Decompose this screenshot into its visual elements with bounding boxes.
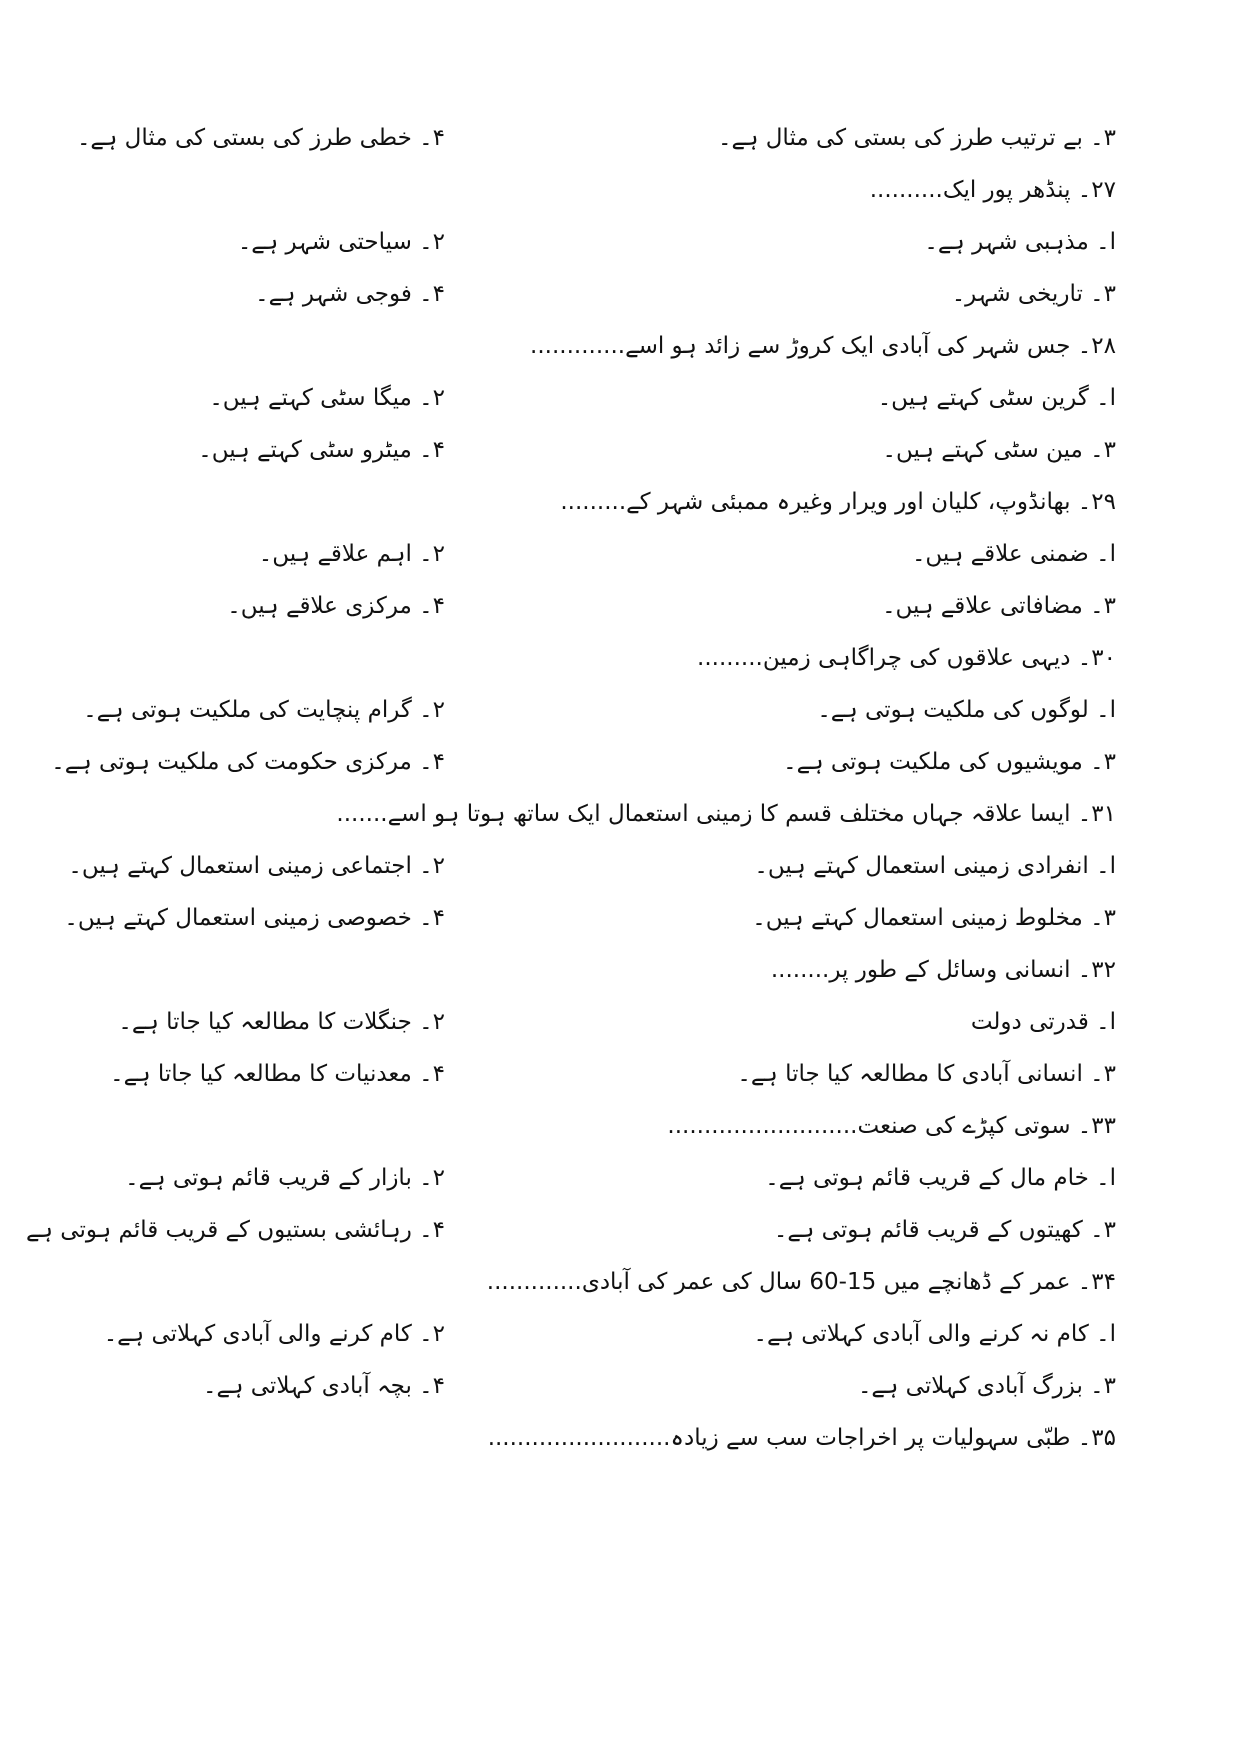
answer-blank: ............. xyxy=(486,1269,582,1295)
answer-blank: ......... xyxy=(560,489,627,515)
option-4: ۴۔ مرکزی علاقے ہیں۔ xyxy=(227,593,445,619)
option-4: ۴۔ رہائشی بستیوں کے قریب قائم ہوتی ہے xyxy=(26,1217,445,1243)
option-3: ۳۔ بے ترتیب طرز کی بستی کی مثال ہے۔ xyxy=(717,125,1116,151)
option-2: ۲۔ میگا سٹی کہتے ہیں۔ xyxy=(209,385,445,411)
option-3: ۳۔ کھیتوں کے قریب قائم ہوتی ہے۔ xyxy=(773,1217,1116,1243)
option-1: ا۔ قدرتی دولت xyxy=(970,1009,1116,1035)
option-3: ۳۔ تاریخی شہر۔ xyxy=(951,281,1116,307)
question-stem: ۳۵۔ طبّی سہولیات پر اخراجات سب سے زیادہ xyxy=(670,1425,1116,1451)
option-2: ۲۔ اہم علاقے ہیں۔ xyxy=(258,541,445,567)
question-stem: ۳۰۔ دیہی علاقوں کی چراگاہی زمین xyxy=(762,645,1116,671)
question-35 xyxy=(488,1422,1116,1454)
option-1: ا۔ ضمنی علاقے ہیں۔ xyxy=(911,541,1116,567)
option-1: ا۔ مذہبی شہر ہے۔ xyxy=(924,229,1116,255)
question-28 xyxy=(530,330,1116,362)
answer-blank: .......................... xyxy=(667,1113,858,1139)
option-3: ۳۔ مخلوط زمینی استعمال کہتے ہیں۔ xyxy=(752,905,1116,931)
option-2: ۲۔ گرام پنچایت کی ملکیت ہوتی ہے۔ xyxy=(83,697,445,723)
option-1: ا۔ لوگوں کی ملکیت ہوتی ہے۔ xyxy=(817,697,1116,723)
option-3: ۳۔ مویشیوں کی ملکیت ہوتی ہے۔ xyxy=(783,749,1116,775)
option-4: ۴۔ میٹرو سٹی کہتے ہیں۔ xyxy=(198,437,445,463)
option-2: ۲۔ کام کرنے والی آبادی کہلاتی ہے۔ xyxy=(103,1321,445,1347)
option-4: ۴۔ فوجی شہر ہے۔ xyxy=(255,281,445,307)
option-4: ۴۔ مرکزی حکومت کی ملکیت ہوتی ہے۔ xyxy=(51,749,445,775)
option-1: ا۔ گرین سٹی کہتے ہیں۔ xyxy=(877,385,1116,411)
question-stem: ۳۴۔ عمر کے ڈھانچے میں 15-60 سال کی عمر کی آبادی xyxy=(581,1269,1116,1295)
option-4: ۴۔ خصوصی زمینی استعمال کہتے ہیں۔ xyxy=(64,905,445,931)
option-2: ۲۔ بازار کے قریب قائم ہوتی ہے۔ xyxy=(125,1165,445,1191)
option-2: ۲۔ اجتماعی زمینی استعمال کہتے ہیں۔ xyxy=(68,853,445,879)
question-29 xyxy=(560,486,1116,518)
question-stem: ۳۱۔ ایسا علاقہ جہاں مختلف قسم کا زمینی استعمال ایک ساتھ ہوتا ہو اسے xyxy=(387,801,1116,827)
option-3: ۳۔ بزرگ آبادی کہلاتی ہے۔ xyxy=(857,1373,1116,1399)
option-2: ۲۔ جنگلات کا مطالعہ کیا جاتا ہے۔ xyxy=(118,1009,445,1035)
option-3: ۳۔ انسانی آبادی کا مطالعہ کیا جاتا ہے۔ xyxy=(737,1061,1116,1087)
option-3: ۳۔ مین سٹی کہتے ہیں۔ xyxy=(882,437,1116,463)
question-33 xyxy=(667,1110,1116,1142)
option-1: ا۔ خام مال کے قریب قائم ہوتی ہے۔ xyxy=(765,1165,1116,1191)
answer-blank: ......................... xyxy=(487,1425,671,1451)
question-32 xyxy=(771,954,1116,986)
question-30 xyxy=(697,642,1116,674)
option-3: ۳۔ مضافاتی علاقے ہیں۔ xyxy=(882,593,1116,619)
option-4: ۴۔ خطی طرز کی بستی کی مثال ہے۔ xyxy=(76,125,445,151)
answer-blank: ........ xyxy=(770,957,830,983)
option-4: ۴۔ معدنیات کا مطالعہ کیا جاتا ہے۔ xyxy=(110,1061,445,1087)
option-1: ا۔ انفرادی زمینی استعمال کہتے ہیں۔ xyxy=(754,853,1116,879)
question-stem: ۲۸۔ جس شہر کی آبادی ایک کروڑ سے زائد ہو اسے xyxy=(625,333,1116,359)
question-stem: ۳۳۔ سوتی کپڑے کی صنعت xyxy=(857,1113,1116,1139)
question-stem: ۲۹۔ بھانڈوپ، کلیان اور ویرار وغیرہ ممبئی شہر کے xyxy=(626,489,1116,515)
answer-blank: ............. xyxy=(530,333,626,359)
option-1: ا۔ کام نہ کرنے والی آبادی کہلاتی ہے۔ xyxy=(753,1321,1116,1347)
answer-blank: ....... xyxy=(336,801,388,827)
option-4: ۴۔ بچہ آبادی کہلاتی ہے۔ xyxy=(203,1373,445,1399)
question-stem: ۲۷۔ پنڈھر پور ایک xyxy=(942,177,1116,203)
option-2: ۲۔ سیاحتی شہر ہے۔ xyxy=(237,229,445,255)
question-34 xyxy=(487,1266,1116,1298)
question-stem: ۳۲۔ انسانی وسائل کے طور پر xyxy=(829,957,1116,983)
question-27 xyxy=(870,174,1116,206)
question-31 xyxy=(336,798,1116,830)
answer-blank: .......... xyxy=(869,177,943,203)
answer-blank: ......... xyxy=(697,645,763,671)
